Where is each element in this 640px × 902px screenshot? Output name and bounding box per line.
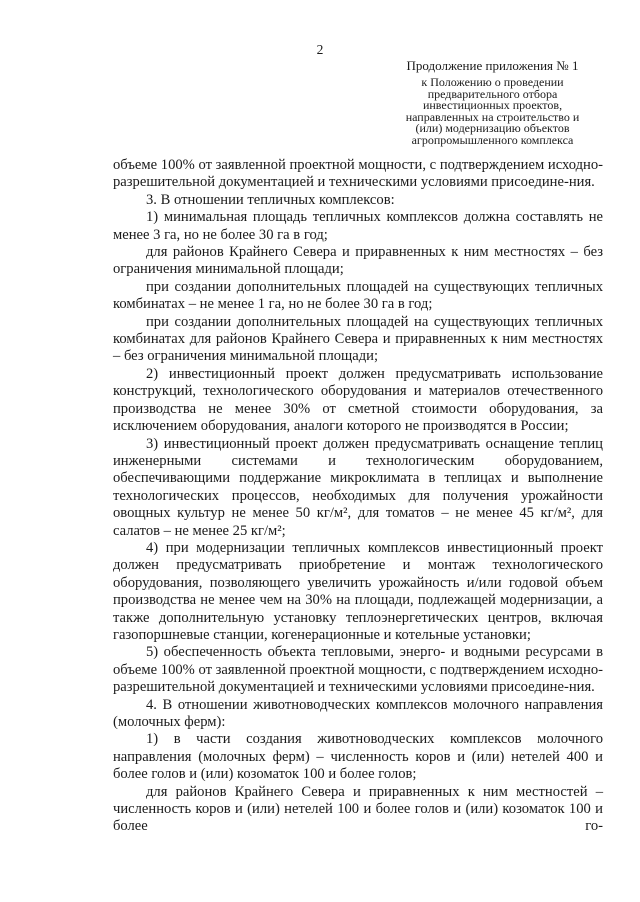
paragraph: 1) в части создания животноводческих комплексов молочного направления (молочных ферм) – численность коров и (или) нетелей 400 и более голов и (или) козоматок 100 и более голов;: [113, 731, 603, 783]
appendix-subtitle-line: предварительного отбора: [427, 86, 558, 101]
paragraph: 5) обеспеченность объекта тепловыми, энерго- и водными ресурсами в объеме 100% от заявленной проектной мощности, с подтверждением исходно-разрешительной документацией и техническими условиями присоедине-ния.: [113, 644, 603, 696]
appendix-subtitle-line: агропромышленного комплекса: [411, 132, 574, 147]
paragraph: при создании дополнительных площадей на существующих тепличных комбинатах для районов Крайнего Севера и приравненных к ним местностях – без ограничения минимальной площади;: [113, 313, 603, 365]
paragraph: 1) минимальная площадь тепличных комплексов должна составлять не менее 3 га, но не более 30 га в год;: [113, 209, 603, 243]
appendix-subtitle-line: инвестиционных проектов,: [422, 98, 563, 112]
paragraph: для районов Крайнего Севера и приравненных к ним местностях – без ограничения минимальной площади;: [113, 244, 603, 278]
paragraph: 2) инвестиционный проект должен предусматривать использование конструкций, технологического оборудования и материалов отечественного производства не менее 30% от сметной стоимости оборудования, за исключением оборудования, аналоги которого не производятся в России;: [113, 365, 603, 435]
appendix-title: Продолжение приложения № 1: [406, 58, 579, 73]
paragraph: 3) инвестиционный проект должен предусматривать оснащение теплиц инженерными системами и технологическим оборудованием, обеспечивающими поддержание микроклимата в теплицах и выполнение технологических процессов, необходимых для получения урожайности овощных культур не менее 50 кг/м², для томатов – не менее 45 кг/м², для салатов – не менее 25 кг/м²;: [113, 435, 603, 539]
paragraph: при создании дополнительных площадей на существующих тепличных комбинатах – не менее 1 га, но не более 30 га в год;: [113, 278, 603, 313]
appendix-header: [395, 58, 590, 146]
paragraph: 3. В отношении тепличных комплексов:: [146, 191, 395, 208]
paragraph: для районов Крайнего Севера и приравненных к ним местностей – численность коров и (или) нетелей 100 и более голов и (или) козоматок 100 и более го-: [113, 783, 603, 835]
paragraph: 4. В отношении животноводческих комплексов молочного направления (молочных ферм):: [113, 696, 603, 730]
paragraph: 4) при модернизации тепличных комплексов инвестиционный проект должен предусматривать приобретение и монтаж технологического оборудования, позволяющего увеличить урожайность и/или годовой объем производства не менее чем на 30% на площади, подлежащей модернизации, а также дополнительную установку теплоэнергетических центров, включая газопоршневые станции, когенерационные и котельные установки;: [113, 539, 603, 643]
appendix-subtitle-line: направленных на строительство и: [405, 109, 580, 124]
paragraph: объеме 100% от заявленной проектной мощности, с подтверждением исходно-разрешительной документацией и техническими условиями присоедине-ния.: [113, 157, 603, 191]
document-body: [113, 157, 603, 836]
appendix-subtitle-line: к Положению о проведении: [421, 75, 564, 89]
appendix-subtitle: [395, 77, 590, 146]
page-number: 2: [316, 42, 324, 57]
appendix-subtitle-line: (или) модернизацию объектов: [415, 121, 570, 135]
